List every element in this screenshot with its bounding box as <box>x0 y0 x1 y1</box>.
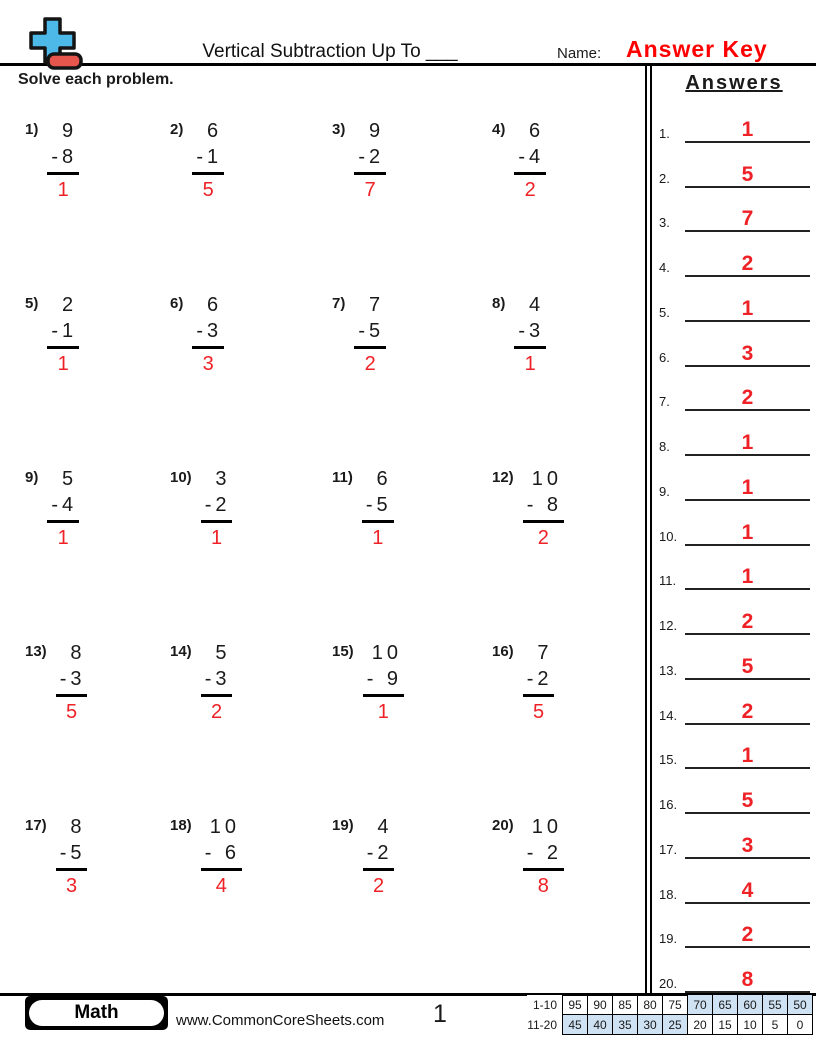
score-row-label: 11-20 <box>527 1015 562 1035</box>
problem-number: 12) <box>492 469 514 486</box>
problem-17 <box>25 814 170 988</box>
answer-item-number: 5. <box>659 304 670 320</box>
minuend: 9 <box>369 120 385 142</box>
score-cell-10: 10 <box>738 1015 763 1035</box>
score-cell-60: 60 <box>738 995 763 1015</box>
problem-5 <box>25 292 170 466</box>
problem-work-area <box>201 814 242 898</box>
subject-badge <box>25 996 168 1030</box>
score-cell-80: 80 <box>638 995 663 1015</box>
score-cell-30: 30 <box>638 1015 663 1035</box>
answer-item-5 <box>652 277 816 322</box>
answer-item-number: 16. <box>659 797 678 812</box>
subtrahend: - 9 <box>363 666 404 697</box>
answer-item-number: 3. <box>659 215 670 231</box>
problem-answer: 2 <box>211 701 223 723</box>
answer-item-number: 15. <box>659 752 678 768</box>
problem-work-area <box>363 640 404 724</box>
problem-number: 19) <box>332 817 354 834</box>
minuend: 6 <box>529 120 545 142</box>
problem-work-area <box>201 466 233 550</box>
problem-number: 16) <box>492 643 514 660</box>
problem-work-area <box>192 118 224 202</box>
problem-work-area <box>523 466 564 550</box>
header <box>0 0 816 66</box>
answer-item-number: 6. <box>659 349 670 365</box>
problem-answer: 1 <box>57 179 69 201</box>
answer-item-number: 13. <box>659 662 678 678</box>
minuend: 10 <box>531 816 563 838</box>
answer-item-2 <box>652 143 816 188</box>
answer-item-value: 1 <box>685 119 810 143</box>
problem-7 <box>332 292 492 466</box>
subtrahend: -4 <box>47 492 79 523</box>
answer-item-value: 1 <box>685 522 810 546</box>
minuend: 6 <box>207 294 223 316</box>
score-cell-75: 75 <box>663 995 688 1015</box>
problem-answer: 1 <box>57 353 69 375</box>
score-cell-85: 85 <box>613 995 638 1015</box>
score-row-label: 1-10 <box>527 995 562 1015</box>
website-url: www.CommonCoreSheets.com <box>176 1012 385 1029</box>
answer-item-19 <box>652 904 816 949</box>
answer-item-14 <box>652 680 816 725</box>
problem-answer: 1 <box>524 353 536 375</box>
answers-sidebar <box>650 66 816 994</box>
score-cell-40: 40 <box>588 1015 613 1035</box>
problem-13 <box>25 640 170 814</box>
answer-item-15 <box>652 725 816 770</box>
subtrahend: - 8 <box>523 492 564 523</box>
subtrahend: - 6 <box>201 840 242 871</box>
answer-item-value: 2 <box>685 701 810 725</box>
answer-item-3 <box>652 188 816 233</box>
problem-work-area <box>47 466 79 550</box>
problem-number: 7) <box>332 295 346 312</box>
minuend: 9 <box>62 120 78 142</box>
answer-item-value: 1 <box>685 477 810 501</box>
minuend: 10 <box>371 642 403 664</box>
score-cell-65: 65 <box>713 995 738 1015</box>
problem-number: 20) <box>492 817 514 834</box>
problem-number: 6) <box>170 295 184 312</box>
score-row-11-20 <box>527 1015 812 1035</box>
problem-number: 4) <box>492 121 506 138</box>
score-table <box>527 994 813 1035</box>
problem-number: 17) <box>25 817 47 834</box>
problem-10 <box>170 466 332 640</box>
problem-3 <box>332 118 492 292</box>
problem-number: 2) <box>170 121 184 138</box>
problem-work-area <box>47 292 79 376</box>
answer-item-value: 4 <box>685 880 810 904</box>
subject-badge-label: Math <box>29 1000 164 1026</box>
subtrahend: -5 <box>354 318 386 349</box>
problem-work-area <box>363 814 395 898</box>
answer-item-value: 2 <box>685 387 810 411</box>
score-cell-90: 90 <box>588 995 613 1015</box>
problem-answer: 5 <box>202 179 214 201</box>
minuend: 5 <box>215 642 231 664</box>
problem-work-area <box>523 814 564 898</box>
minuend: 7 <box>369 294 385 316</box>
problem-16 <box>492 640 622 814</box>
minuend: 7 <box>537 642 553 664</box>
score-cell-5: 5 <box>763 1015 788 1035</box>
answer-item-value: 3 <box>685 343 810 367</box>
problem-answer: 2 <box>524 179 536 201</box>
answer-item-18 <box>652 859 816 904</box>
problem-answer: 4 <box>215 875 227 897</box>
answer-item-16 <box>652 769 816 814</box>
problem-answer: 1 <box>372 527 384 549</box>
answer-item-4 <box>652 232 816 277</box>
subtrahend: -2 <box>363 840 395 871</box>
answer-item-9 <box>652 456 816 501</box>
answer-item-number: 19. <box>659 931 678 947</box>
answer-item-20 <box>652 948 816 993</box>
minuend: 5 <box>62 468 78 490</box>
problems-grid <box>25 118 625 988</box>
answer-item-value: 5 <box>685 164 810 188</box>
answer-item-number: 18. <box>659 886 678 902</box>
subtrahend: -4 <box>514 144 546 175</box>
problem-answer: 3 <box>66 875 78 897</box>
subtrahend: -2 <box>523 666 555 697</box>
score-cell-50: 50 <box>788 995 813 1015</box>
score-cell-45: 45 <box>563 1015 588 1035</box>
subtrahend: -3 <box>201 666 233 697</box>
score-cell-0: 0 <box>788 1015 813 1035</box>
problem-answer: 2 <box>373 875 385 897</box>
score-cell-15: 15 <box>713 1015 738 1035</box>
page-title: Vertical Subtraction Up To ___ <box>202 41 458 62</box>
answer-item-number: 12. <box>659 618 678 633</box>
answer-item-11 <box>652 546 816 591</box>
answer-item-number: 1. <box>659 125 670 141</box>
problem-4 <box>492 118 622 292</box>
minuend: 2 <box>62 294 78 316</box>
problem-number: 15) <box>332 643 354 660</box>
problem-number: 18) <box>170 817 192 834</box>
minuend: 3 <box>215 468 231 490</box>
answer-item-value: 8 <box>685 969 810 993</box>
problem-number: 14) <box>170 643 192 660</box>
answer-item-number: 7. <box>659 394 670 410</box>
problem-2 <box>170 118 332 292</box>
problem-answer: 5 <box>533 701 545 723</box>
problem-work-area <box>56 814 88 898</box>
minuend: 10 <box>531 468 563 490</box>
answer-item-value: 1 <box>685 298 810 322</box>
problem-work-area <box>514 292 546 376</box>
answer-item-value: 2 <box>685 253 810 277</box>
problem-work-area <box>354 118 386 202</box>
problem-8 <box>492 292 622 466</box>
problem-18 <box>170 814 332 988</box>
commoncoresheets-logo-icon <box>20 16 86 72</box>
problem-work-area <box>192 292 224 376</box>
answer-item-value: 3 <box>685 835 810 859</box>
subtrahend: - 2 <box>523 840 564 871</box>
problem-answer: 3 <box>202 353 214 375</box>
answer-item-10 <box>652 501 816 546</box>
subtrahend: -3 <box>192 318 224 349</box>
answers-title: Answers <box>685 72 783 94</box>
problem-answer: 1 <box>57 527 69 549</box>
subtrahend: -5 <box>362 492 394 523</box>
subtrahend: -8 <box>47 144 79 175</box>
problem-answer: 2 <box>537 527 549 549</box>
problem-number: 8) <box>492 295 506 312</box>
minuend: 4 <box>377 816 393 838</box>
answer-item-number: 17. <box>659 841 678 857</box>
score-row-1-10 <box>527 995 812 1015</box>
problem-9 <box>25 466 170 640</box>
problem-answer: 8 <box>537 875 549 897</box>
problem-answer: 1 <box>377 701 389 723</box>
answer-item-7 <box>652 367 816 412</box>
minuend: 8 <box>70 642 86 664</box>
score-cell-25: 25 <box>663 1015 688 1035</box>
answer-item-value: 5 <box>685 656 810 680</box>
problem-number: 1) <box>25 121 39 138</box>
answer-key-label: Answer Key <box>626 36 768 62</box>
answer-item-13 <box>652 635 816 680</box>
problem-11 <box>332 466 492 640</box>
subtrahend: -2 <box>201 492 233 523</box>
score-cell-20: 20 <box>688 1015 713 1035</box>
sidebar-divider <box>645 66 647 994</box>
answer-item-number: 20. <box>659 976 678 991</box>
answer-item-1 <box>652 98 816 143</box>
answer-item-8 <box>652 411 816 456</box>
answer-item-number: 9. <box>659 483 670 499</box>
score-cell-70: 70 <box>688 995 713 1015</box>
subtrahend: -3 <box>514 318 546 349</box>
problem-answer: 5 <box>66 701 78 723</box>
problem-14 <box>170 640 332 814</box>
minuend: 10 <box>209 816 241 838</box>
subtrahend: -2 <box>354 144 386 175</box>
problem-work-area <box>362 466 394 550</box>
answers-list <box>652 98 816 993</box>
answer-item-number: 4. <box>659 260 670 275</box>
answer-item-number: 11. <box>659 573 677 589</box>
answer-item-17 <box>652 814 816 859</box>
problem-number: 13) <box>25 643 47 660</box>
answer-item-number: 8. <box>659 439 670 454</box>
problem-1 <box>25 118 170 292</box>
problem-12 <box>492 466 622 640</box>
answer-item-value: 5 <box>685 790 810 814</box>
score-cell-95: 95 <box>563 995 588 1015</box>
answer-item-number: 14. <box>659 707 678 723</box>
answer-item-12 <box>652 590 816 635</box>
instruction-text: Solve each problem. <box>18 71 174 88</box>
answer-item-number: 10. <box>659 528 678 544</box>
problem-number: 3) <box>332 121 346 138</box>
minuend: 4 <box>529 294 545 316</box>
minuend: 8 <box>70 816 86 838</box>
problem-work-area <box>514 118 546 202</box>
problem-6 <box>170 292 332 466</box>
problem-answer: 2 <box>364 353 376 375</box>
problem-19 <box>332 814 492 988</box>
problem-work-area <box>56 640 88 724</box>
problem-number: 10) <box>170 469 192 486</box>
problem-number: 9) <box>25 469 39 486</box>
page-number: 1 <box>433 1000 447 1028</box>
answer-item-number: 2. <box>659 170 670 186</box>
problem-15 <box>332 640 492 814</box>
answer-item-value: 7 <box>685 208 810 232</box>
subtrahend: -3 <box>56 666 88 697</box>
score-cell-55: 55 <box>763 995 788 1015</box>
answer-item-value: 1 <box>685 745 810 769</box>
problem-work-area <box>201 640 233 724</box>
minuend: 6 <box>376 468 392 490</box>
subtrahend: -1 <box>192 144 224 175</box>
minuend: 6 <box>207 120 223 142</box>
problem-20 <box>492 814 622 988</box>
problem-work-area <box>523 640 555 724</box>
problem-work-area <box>47 118 79 202</box>
problem-answer: 1 <box>211 527 223 549</box>
answer-item-value: 2 <box>685 924 810 948</box>
answer-item-value: 1 <box>685 432 810 456</box>
answer-item-value: 1 <box>685 566 810 590</box>
subtrahend: -1 <box>47 318 79 349</box>
subtrahend: -5 <box>56 840 88 871</box>
problem-answer: 7 <box>364 179 376 201</box>
answer-item-6 <box>652 322 816 367</box>
score-cell-35: 35 <box>613 1015 638 1035</box>
problem-number: 11) <box>332 469 353 486</box>
name-label: Name: <box>557 45 602 62</box>
answer-item-value: 2 <box>685 611 810 635</box>
problem-number: 5) <box>25 295 39 312</box>
problem-work-area <box>354 292 386 376</box>
